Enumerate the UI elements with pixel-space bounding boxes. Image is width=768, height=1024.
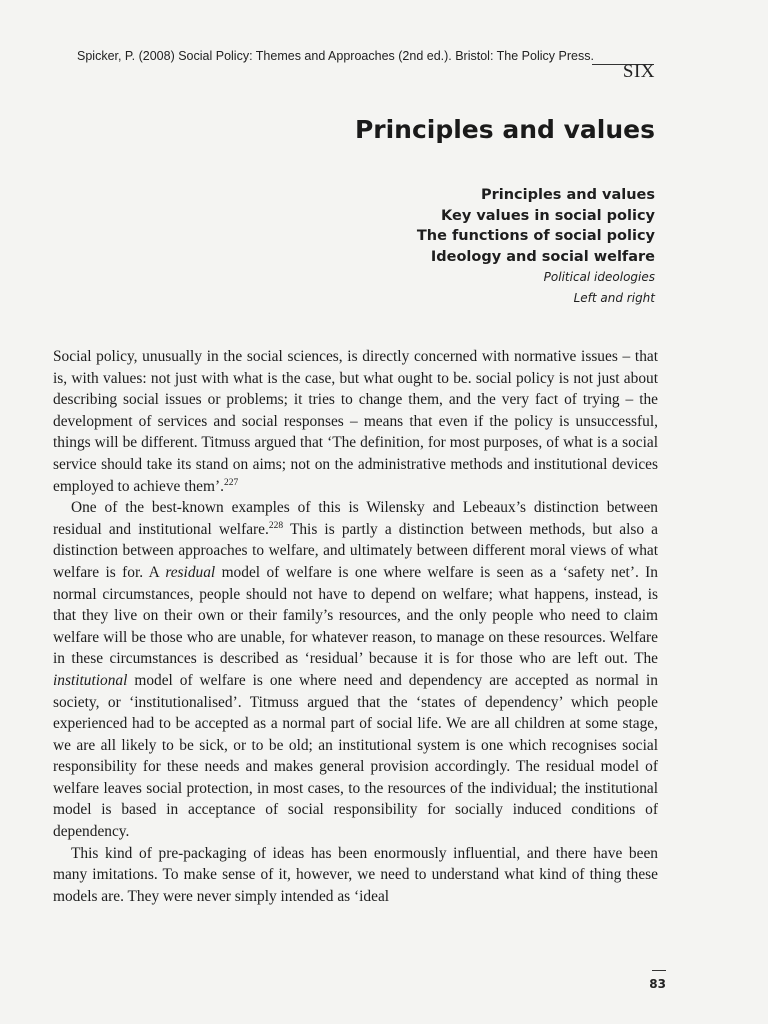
chapter-title: Principles and values [354,115,655,144]
paragraph-text: Social policy, unusually in the social sciences, is directly concerned with normative issues – that is, with values: not just with what is the case, but what ought to be. social policy is not just about describing social issues or problems; it tries to change them, and the very fact of trying – the development of services and social responses – means that even if the policy is unsuccessful, things will be different. Titmuss argued that ‘The definition, for most purposes, of what is a social service should take its stand on aims; not on the administrative methods and institutional devices employed to achieve them’. [53,348,658,495]
page-number: 83 [649,977,666,991]
paragraph [53,346,658,497]
body-text [53,346,658,907]
contents-item: The functions of social policy [416,228,655,244]
footer-rule [652,970,666,971]
contents-item: Principles and values [480,187,655,203]
chapter-contents [417,185,655,309]
emphasis-term: institutional [53,671,128,689]
paragraph-text: One of the best-known examples of this is Wilensky and Lebeaux’s distinction between residual and institutional welfare. [53,499,658,538]
contents-item: Key values in social policy [441,207,655,224]
footnote-ref: 228 [268,520,284,531]
footnote-ref: 227 [223,477,239,488]
contents-item: Ideology and social welfare [430,248,655,265]
emphasis-term: residual [165,563,216,581]
paragraph [53,497,658,843]
paragraph-text: model of welfare is one where welfare is seen as a ‘safety net’. In normal circumstances, people should not have to depend on welfare; what happens, instead, is that they live on their own or their family’s resources, and the only people who need to claim welfare will be those who are unable, for whatever reason, to manage on these resources. Welfare in these circumstances is described as ‘residual’ because it is for those who are left out. The [53,563,658,668]
chapter-number: SIX [622,61,655,82]
paragraph-text: model of welfare is one where need and dependency are accepted as normal in society, or ‘institutionalised’. Titmuss argued that the ‘states of dependency’ which people experienced had to be accepted as a normal part of social life. We are all children at some stage, we are all likely to be sick, or to be old; an institutional system is one which recognises social responsibility for these needs and makes general provision accordingly. The residual model of welfare leaves social protection, in most cases, to the resources of the individual; the institutional model is based in acceptance of social responsibility for socially induced conditions of dependency. [53,671,658,841]
contents-subitem: Left and right [573,291,655,305]
citation-header: Spicker, P. (2008) Social Policy: Themes and Approaches (2nd ed.). Bristol: The Policy Press. [77,49,594,63]
contents-subitem: Political ideologies [543,270,655,284]
paragraph: This kind of pre-packaging of ideas has been enormously influential, and there have been many imitations. To make sense of it, however, we need to understand what kind of thing these models are. They were never simply intended as ‘ideal [53,844,658,905]
paragraph-text: This is partly a distinction between methods, but also a distinction between approaches to welfare, and ultimately between different moral views of what welfare is for. A [53,520,658,581]
